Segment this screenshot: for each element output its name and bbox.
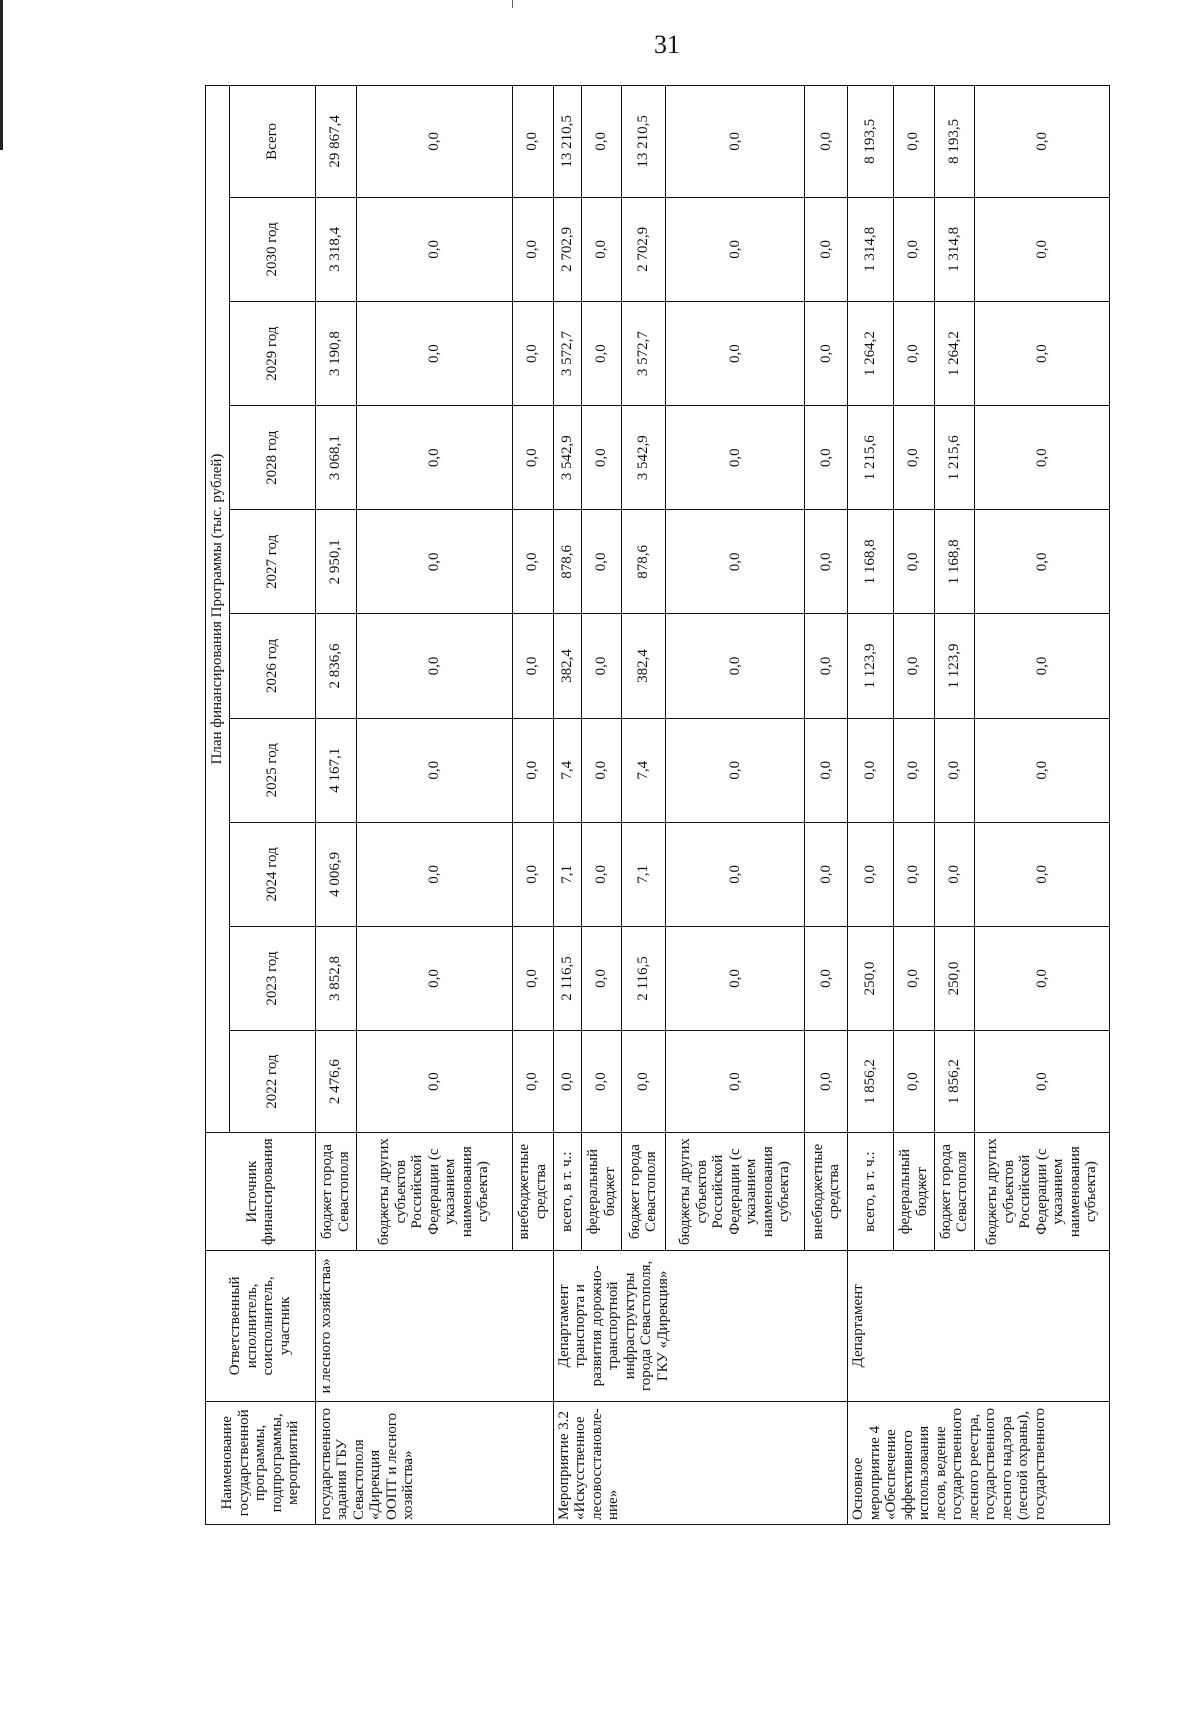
- value-cell: 0,0: [512, 406, 553, 510]
- executor-cell: и лесного хозяйства»: [315, 1251, 553, 1401]
- value-cell: 0,0: [581, 86, 622, 198]
- value-cell: 0,0: [975, 718, 1110, 822]
- value-cell: 0,0: [975, 926, 1110, 1030]
- header-year: 2023 год: [229, 926, 315, 1030]
- value-cell: 0,0: [805, 1031, 848, 1133]
- value-cell: 0,0: [356, 510, 512, 614]
- header-year: Всего: [229, 86, 315, 198]
- table-row: [315, 86, 356, 1525]
- value-cell: 3 852,8: [315, 926, 356, 1030]
- value-cell: 0,0: [512, 822, 553, 926]
- value-cell: 0,0: [805, 822, 848, 926]
- value-cell: 0,0: [512, 718, 553, 822]
- header-name: Наименование государственной программы, подпрограммы, мероприятий: [206, 1401, 316, 1524]
- value-cell: 0,0: [975, 614, 1110, 718]
- source-cell: всего, в т. ч.:: [848, 1133, 893, 1251]
- value-cell: 13 210,5: [622, 86, 665, 198]
- header-source: Источник финансирования: [206, 1133, 316, 1251]
- value-cell: 0,0: [581, 614, 622, 718]
- value-cell: 0,0: [975, 822, 1110, 926]
- value-cell: 7,1: [553, 822, 581, 926]
- source-cell: бюджеты других субъектов Российской Федерации (с указанием наименования субъекта): [665, 1133, 805, 1251]
- value-cell: 0,0: [893, 926, 934, 1030]
- value-cell: 0,0: [665, 301, 805, 405]
- value-cell: 0,0: [512, 614, 553, 718]
- value-cell: 2 116,5: [622, 926, 665, 1030]
- executor-cell: Департамент транспорта и развития дорожно-транспортной инфраструктуры города Севастополя, ГКУ «Дирекция»: [553, 1251, 848, 1401]
- value-cell: 250,0: [934, 926, 975, 1030]
- value-cell: 1 264,2: [848, 301, 893, 405]
- value-cell: 0,0: [512, 510, 553, 614]
- value-cell: 0,0: [848, 822, 893, 926]
- value-cell: 0,0: [356, 926, 512, 1030]
- value-cell: 2 836,6: [315, 614, 356, 718]
- value-cell: 0,0: [805, 301, 848, 405]
- value-cell: 8 193,5: [934, 86, 975, 198]
- value-cell: 0,0: [665, 1031, 805, 1133]
- value-cell: 1 314,8: [934, 197, 975, 301]
- value-cell: 0,0: [805, 197, 848, 301]
- source-cell: федеральный бюджет: [581, 1133, 622, 1251]
- value-cell: 0,0: [581, 822, 622, 926]
- value-cell: 3 572,7: [553, 301, 581, 405]
- value-cell: 0,0: [893, 86, 934, 198]
- value-cell: 0,0: [356, 301, 512, 405]
- value-cell: 0,0: [665, 926, 805, 1030]
- header-year: 2026 год: [229, 614, 315, 718]
- header-year: 2025 год: [229, 718, 315, 822]
- scan-edge-mark: [0, 0, 3, 150]
- value-cell: 0,0: [805, 86, 848, 198]
- value-cell: 3 318,4: [315, 197, 356, 301]
- value-cell: 0,0: [512, 926, 553, 1030]
- value-cell: 382,4: [553, 614, 581, 718]
- value-cell: 0,0: [975, 1031, 1110, 1133]
- value-cell: 8 193,5: [848, 86, 893, 198]
- value-cell: 1 123,9: [848, 614, 893, 718]
- value-cell: 0,0: [893, 406, 934, 510]
- value-cell: 0,0: [805, 718, 848, 822]
- value-cell: 0,0: [893, 197, 934, 301]
- source-cell: бюджет города Севастополя: [934, 1133, 975, 1251]
- source-cell: бюджет города Севастополя: [315, 1133, 356, 1251]
- value-cell: 4 167,1: [315, 718, 356, 822]
- header-year: 2029 год: [229, 301, 315, 405]
- header-plan: План финансирования Программы (тыс. рублей): [206, 86, 230, 1133]
- value-cell: 878,6: [553, 510, 581, 614]
- value-cell: 0,0: [356, 614, 512, 718]
- header-year: 2030 год: [229, 197, 315, 301]
- value-cell: 1 123,9: [934, 614, 975, 718]
- table-row: [553, 86, 581, 1525]
- value-cell: 0,0: [581, 510, 622, 614]
- value-cell: 0,0: [581, 926, 622, 1030]
- header-year: 2028 год: [229, 406, 315, 510]
- value-cell: 1 314,8: [848, 197, 893, 301]
- value-cell: 7,4: [553, 718, 581, 822]
- value-cell: 2 116,5: [553, 926, 581, 1030]
- value-cell: 878,6: [622, 510, 665, 614]
- value-cell: 2 702,9: [553, 197, 581, 301]
- value-cell: 0,0: [848, 718, 893, 822]
- value-cell: 0,0: [356, 718, 512, 822]
- value-cell: 0,0: [581, 718, 622, 822]
- value-cell: 2 476,6: [315, 1031, 356, 1133]
- value-cell: 0,0: [665, 614, 805, 718]
- value-cell: 0,0: [975, 86, 1110, 198]
- value-cell: 250,0: [848, 926, 893, 1030]
- value-cell: 3 572,7: [622, 301, 665, 405]
- value-cell: 1 215,6: [848, 406, 893, 510]
- value-cell: 7,1: [622, 822, 665, 926]
- header-executor: Ответственный исполнитель, соисполнитель, участник: [206, 1251, 316, 1401]
- value-cell: 0,0: [512, 301, 553, 405]
- value-cell: 0,0: [581, 1031, 622, 1133]
- value-cell: 0,0: [893, 510, 934, 614]
- value-cell: 0,0: [665, 822, 805, 926]
- value-cell: 0,0: [975, 406, 1110, 510]
- value-cell: 0,0: [893, 301, 934, 405]
- page-number: 31: [654, 30, 680, 59]
- value-cell: 0,0: [665, 197, 805, 301]
- source-cell: внебюджетные средства: [805, 1133, 848, 1251]
- value-cell: 0,0: [805, 614, 848, 718]
- value-cell: 0,0: [665, 510, 805, 614]
- value-cell: 3 190,8: [315, 301, 356, 405]
- scan-tick-mark: [512, 0, 513, 8]
- value-cell: 13 210,5: [553, 86, 581, 198]
- value-cell: 0,0: [356, 86, 512, 198]
- value-cell: 29 867,4: [315, 86, 356, 198]
- value-cell: 0,0: [665, 86, 805, 198]
- value-cell: 0,0: [581, 301, 622, 405]
- value-cell: 0,0: [581, 406, 622, 510]
- table-area: [205, 85, 1110, 1525]
- value-cell: 2 950,1: [315, 510, 356, 614]
- value-cell: 0,0: [512, 1031, 553, 1133]
- value-cell: 0,0: [805, 406, 848, 510]
- value-cell: 0,0: [553, 1031, 581, 1133]
- value-cell: 0,0: [581, 197, 622, 301]
- value-cell: 0,0: [805, 926, 848, 1030]
- value-cell: 0,0: [356, 197, 512, 301]
- source-cell: внебюджетные средства: [512, 1133, 553, 1251]
- value-cell: 3 542,9: [622, 406, 665, 510]
- value-cell: 4 006,9: [315, 822, 356, 926]
- value-cell: 0,0: [975, 301, 1110, 405]
- value-cell: 0,0: [665, 406, 805, 510]
- executor-cell: Департамент: [848, 1251, 1110, 1401]
- value-cell: 0,0: [934, 822, 975, 926]
- table-row: [848, 86, 893, 1525]
- value-cell: 1 264,2: [934, 301, 975, 405]
- value-cell: 0,0: [975, 510, 1110, 614]
- value-cell: 1 856,2: [934, 1031, 975, 1133]
- value-cell: 0,0: [893, 718, 934, 822]
- value-cell: 1 215,6: [934, 406, 975, 510]
- value-cell: 2 702,9: [622, 197, 665, 301]
- value-cell: 0,0: [975, 197, 1110, 301]
- value-cell: 0,0: [934, 718, 975, 822]
- value-cell: 0,0: [356, 406, 512, 510]
- value-cell: 382,4: [622, 614, 665, 718]
- header-year: 2024 год: [229, 822, 315, 926]
- financing-table: [205, 85, 1110, 1525]
- source-cell: всего, в т. ч.:: [553, 1133, 581, 1251]
- value-cell: 0,0: [512, 197, 553, 301]
- value-cell: 0,0: [893, 822, 934, 926]
- value-cell: 0,0: [893, 1031, 934, 1133]
- program-name-cell: государственного задания ГБУ Севастополя «Дирекция ООПТ и лесного хозяйства»: [315, 1401, 553, 1524]
- header-year: 2022 год: [229, 1031, 315, 1133]
- header-year: 2027 год: [229, 510, 315, 614]
- value-cell: 3 068,1: [315, 406, 356, 510]
- value-cell: 0,0: [893, 614, 934, 718]
- value-cell: 0,0: [512, 86, 553, 198]
- program-name-cell: Мероприятие 3.2 «Искусственное лесовосстановле-ние»: [553, 1401, 848, 1524]
- program-name-cell: Основное мероприятие 4 «Обеспечение эффективного использования лесов, ведение государственного лесного реестра, государственного лесного надзора (лесной охраны), государственного: [848, 1401, 1110, 1524]
- rotated-table-container: [205, 85, 1110, 1525]
- source-cell: бюджеты других субъектов Российской Федерации (с указанием наименования субъекта): [975, 1133, 1110, 1251]
- value-cell: 1 168,8: [934, 510, 975, 614]
- value-cell: 0,0: [665, 718, 805, 822]
- value-cell: 7,4: [622, 718, 665, 822]
- value-cell: 0,0: [356, 822, 512, 926]
- value-cell: 1 168,8: [848, 510, 893, 614]
- source-cell: бюджет города Севастополя: [622, 1133, 665, 1251]
- source-cell: федеральный бюджет: [893, 1133, 934, 1251]
- value-cell: 0,0: [356, 1031, 512, 1133]
- value-cell: 0,0: [622, 1031, 665, 1133]
- value-cell: 0,0: [805, 510, 848, 614]
- source-cell: бюджеты других субъектов Российской Федерации (с указанием наименования субъекта): [356, 1133, 512, 1251]
- value-cell: 3 542,9: [553, 406, 581, 510]
- value-cell: 1 856,2: [848, 1031, 893, 1133]
